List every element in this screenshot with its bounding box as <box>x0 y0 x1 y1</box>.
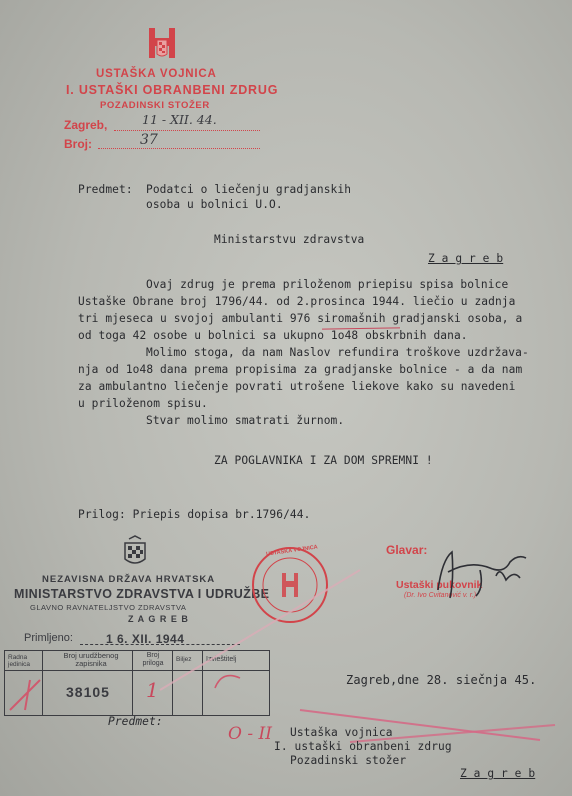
closing: ZA POGLAVNIKA I ZA DOM SPREMNI ! <box>214 454 433 467</box>
body-line: nja od 1o48 dana prema propisima za gradjanske bolnice - a da nam <box>78 363 523 376</box>
subject-label: Predmet: <box>78 183 133 196</box>
col-register: Broj urudžbenog zapisnika <box>63 651 119 668</box>
ministry-line1: NEZAVISNA DRŽAVA HRVATSKA <box>42 574 216 585</box>
body-line: Ustaške Obrane broj 1796/44. od 2.prosinca 1944. liečio u zadnja <box>78 295 516 308</box>
addressee-city: Z a g r e b <box>428 252 504 265</box>
body-line: tri mjeseca u svojoj ambulanti 976 siromašnih gradjanski osoba, a <box>78 312 523 325</box>
subject-line2: osoba u bolnici U.O. <box>146 198 283 211</box>
hand-number: 1 <box>146 678 159 702</box>
place-label: Zagreb, <box>64 118 108 132</box>
reply-line3: Pozadinski stožer <box>290 754 407 767</box>
body-line: Stvar molimo smatrati žurnom. <box>146 414 345 427</box>
number-label: Broj: <box>64 137 92 151</box>
date-line <box>114 130 260 131</box>
received-label: Primljeno: <box>24 632 73 644</box>
signature-name: (Dr. Ivo Cvitanović v. r.) <box>404 592 477 599</box>
emblem-icon <box>145 24 179 62</box>
col-reporter: Izvieštitelj <box>206 656 237 663</box>
ministry-line2: MINISTARSTVO ZDRAVSTVA I UDRUŽBE <box>14 587 270 601</box>
reply-city: Z a g r e b <box>460 767 536 780</box>
col-stamp: Biljez <box>176 656 192 663</box>
letterhead-line2: I. USTAŠKI OBRANBENI ZDRUG <box>66 83 279 97</box>
subject-line1: Podatci o liečenju gradjanskih <box>146 183 352 196</box>
col-unit: Radna jedinica <box>8 654 31 668</box>
body-line: Ovaj zdrug je prema priloženom priepisu spisa bolnice <box>146 278 509 291</box>
red-pencil-strokes <box>0 560 572 796</box>
body-line: od toga 42 osobe u bolnici sa ukupno 1o48 obskrbnih dana. <box>78 329 468 342</box>
body-line: u priloženom spisu. <box>78 397 208 410</box>
body-line: za ambulantno liečenje povrati utrošene liekove kako su navedeni <box>78 380 516 393</box>
reply-mark: O - II <box>228 724 272 744</box>
signature-rank: Ustaški pukovnik <box>396 579 483 591</box>
stamp-subject-label: Predmet: <box>108 715 163 728</box>
letterhead-date: 11 - XII. 44. <box>142 112 217 127</box>
letterhead-number: 37 <box>140 132 158 148</box>
letterhead-line3: POZADINSKI STOŽER <box>100 100 210 111</box>
reply-line1: Ustaška vojnica <box>290 726 393 739</box>
seal-text: USTAŠKA VOJNICA <box>265 544 319 558</box>
body-line: Molimo stoga, da nam Naslov refundira troškove uzdržava- <box>146 346 529 359</box>
addressee: Ministarstvu zdravstva <box>214 233 365 246</box>
col-attachments: Broj priloga <box>142 652 164 667</box>
ministry-line4: Z A G R E B <box>128 614 189 624</box>
letterhead-line1: USTAŠKA VOJNICA <box>96 68 217 80</box>
registration-number: 38105 <box>66 684 110 700</box>
ministry-line3: GLAVNO RAVNATELJSTVO ZDRAVSTVA <box>30 603 187 612</box>
number-line <box>98 148 260 149</box>
attachment: Prilog: Priepis dopisa br.1796/44. <box>78 508 311 521</box>
received-date: 1 6. XII. 1944 <box>106 632 185 646</box>
reply-line2: I. ustaški obranbeni zdrug <box>274 740 452 753</box>
dated: Zagreb,dne 28. siečnja 45. <box>346 673 537 687</box>
signature-title: Glavar: <box>386 543 428 557</box>
